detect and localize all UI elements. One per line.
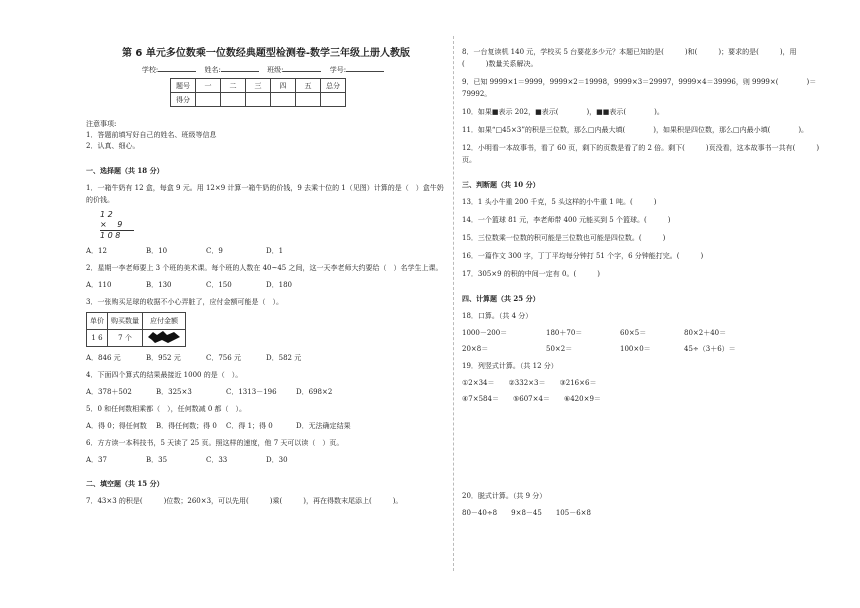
question-10: 10．如果■表示 202，■表示( )，■■表示( )。 [462,108,664,116]
question-18: 18．口算。（共 4 分） [462,312,533,320]
oral-item: 180＋70＝ [546,329,583,337]
option[interactable]: B．130 [146,281,172,289]
q6-options [86,455,446,465]
question-14: 14．一个篮球 81 元，李老师带 400 元能买到 5 个篮球。( ) [462,216,671,224]
q1-options [86,246,446,256]
receipt-header: 应付金额 [143,313,186,330]
question-1: 1．一箱牛奶有 12 盒，每盒 9 元。用 12×9 计算一箱牛奶的价钱，9 去乘十位的 1（见图）计算的是（ ）盒牛奶的价钱。 [86,184,444,204]
oral-item: 45÷（3＋6）＝ [684,345,736,353]
question-11: 11．如果“□45×3”的积是三位数，那么□内最大填( )，如果积是四位数，那么□内最小填( )。 [462,126,809,134]
page-title: 第 6 单元多位数乘一位数经典题型检测卷-数学三年级上册人教版 [121,48,411,59]
school-blank[interactable] [158,71,196,72]
score-cell[interactable] [321,93,346,107]
oral-item: 60×5＝ [620,329,647,337]
option[interactable]: C．9 [206,247,223,255]
vertical-calc-item: ⑤607×4＝ [512,395,550,403]
number-blank[interactable] [346,71,384,72]
score-row-label: 得分 [171,93,196,107]
option[interactable]: A．378＋502 [86,388,132,396]
q5-options [86,421,446,431]
score-header: 题号 [171,79,196,93]
question-13: 13．1 头小牛重 200 千克，5 头这样的小牛重 1 吨。( ) [462,198,657,206]
oral-item: 1000－200＝ [462,329,508,337]
option[interactable]: B．10 [146,247,168,255]
question-6: 6．方方读一本科技书，5 天读了 25 页。照这样的速度，他 7 天可以读（ ）页。 [86,439,344,447]
name-blank[interactable] [221,71,259,72]
score-cell[interactable] [196,93,221,107]
section-heading-fill: 二、填空题（共 15 分） [86,479,164,488]
score-header: 总分 [321,79,346,93]
expression-item: 9×8－45 [511,509,542,517]
score-cell[interactable] [271,93,296,107]
question-7: 7．43×3 的积是( )位数；260×3，可以先用( )乘( )，再在得数末尾添上( )。 [86,497,403,505]
question-20: 20．脱式计算。（共 9 分） [462,492,547,500]
score-table [170,78,346,107]
score-cell[interactable] [296,93,321,107]
option[interactable]: C．1313－196 [226,388,277,396]
option[interactable]: C．756 元 [206,354,241,362]
option[interactable]: B．得任何数；得 0 [156,422,217,430]
q19-row-2 [462,394,822,404]
option[interactable]: D．1 [266,247,284,255]
option[interactable]: A．37 [86,456,107,464]
question-15: 15．三位数乘一位数的积可能是三位数也可能是四位数。( ) [462,234,666,242]
score-header: 二 [221,79,246,93]
q19-row-1 [462,378,822,388]
number-label: 学号: [329,66,347,74]
receipt-header: 购买数量 [108,313,143,330]
work-space[interactable] [462,404,822,484]
receipt-price: 1 6 [87,330,108,347]
score-header: 五 [296,79,321,93]
note-item: 2．认真、细心。 [86,142,140,150]
option[interactable]: B．952 元 [146,354,181,362]
section-heading-judge: 三、判断题（共 10 分） [462,180,540,189]
question-12: 12．小明看一本故事书，看了 60 页，剩下的页数是看了的 2 倍。剩下( )页没看，这本故事书一共有( )页。 [462,144,820,164]
question-8: 8．一台复读机 140 元，学校买 5 台要花多少元？本题已知的是( )和( )；要求的是( )，用( )数量关系解决。 [462,48,797,68]
score-header: 三 [246,79,271,93]
option[interactable]: D．180 [266,281,292,289]
q1-figure [100,210,446,240]
oral-item: 80×2＋40＝ [684,329,727,337]
score-cell[interactable] [246,93,271,107]
option[interactable]: D．无法确定结果 [296,422,351,430]
option[interactable]: C．150 [206,281,232,289]
vertical-calc-item: ⑥420×9＝ [563,395,601,403]
option[interactable]: D．30 [266,456,288,464]
q4-options [86,387,446,397]
question-2: 2．星期一李老师要上 3 个班的美术课。每个班的人数在 40~45 之间，这一天李老师大约要给（ ）名学生上课。 [86,264,443,272]
student-info [86,65,446,75]
option[interactable]: D．698×2 [296,388,333,396]
oral-item: 50×2＝ [546,345,573,353]
question-16: 16．一篇作文 300 字，丁丁平均每分钟打 51 个字，6 分钟能打完。( ) [462,252,704,260]
notes-heading: 注意事项: [86,120,117,128]
q18-row-1 [462,328,822,338]
section-heading-calc: 四、计算题（共 25 分） [462,294,540,303]
question-3: 3．一张购买足球的收据不小心弄脏了，应付金额可能是（ ）。 [86,298,283,306]
q3-options [86,353,446,363]
option[interactable]: A．12 [86,247,107,255]
question-4: 4．下面四个算式的结果最接近 1000 的是（ ）。 [86,371,243,379]
option[interactable]: C．33 [206,456,228,464]
note-item: 1．答题前填写好自己的姓名、班级等信息 [86,131,217,139]
option[interactable]: C．得 1；得 0 [226,422,273,430]
option[interactable]: B．325×3 [156,388,192,396]
ink-stain-icon [143,330,186,347]
question-19: 19．列竖式计算。（共 12 分） [462,362,558,370]
fig-line: × 9 [100,219,134,231]
section-heading-choice: 一、选择题（共 18 分） [86,166,164,175]
score-header: 四 [271,79,296,93]
school-label: 学校: [141,66,159,74]
fig-line: 1 2 [100,210,113,219]
oral-item: 100×0＝ [620,345,651,353]
receipt-header: 单价 [87,313,108,330]
expression-item: 80－40÷8 [462,509,498,517]
column-divider [453,36,454,571]
notes [86,119,446,152]
question-5: 5．0 和任何数相乘都（ ），任何数减 0 都（ ）。 [86,405,247,413]
left-column [86,40,446,507]
receipt-table [86,312,186,347]
question-17: 17．305×9 的积的中间一定有 0。( ) [462,270,600,278]
vertical-calc-item: ④7×584＝ [462,395,499,403]
name-label: 姓名: [204,66,221,74]
class-label: 班级: [267,66,284,74]
option[interactable]: A．846 元 [86,354,121,362]
q2-options [86,280,446,290]
vertical-calc-item: ③216×6＝ [559,379,597,387]
fig-line: 1 0 8 [100,231,121,240]
q18-row-2 [462,344,822,354]
receipt-quantity: 7 个 [108,330,143,347]
expression-item: 105－6×8 [555,509,591,517]
question-9: 9．已知 9999×1＝9999，9999×2＝19998，9999×3＝29997，9999×4＝39996，则 9999×( )＝79992。 [462,78,817,98]
class-blank[interactable] [283,71,321,72]
option[interactable]: A．110 [86,281,112,289]
right-column [462,40,822,518]
option[interactable]: B．35 [146,456,168,464]
vertical-calc-item: ②332×3＝ [508,379,546,387]
option[interactable]: A．得 0；得任何数 [86,422,147,430]
vertical-calc-item: ①2×34＝ [462,379,495,387]
option[interactable]: D．582 元 [266,354,302,362]
oral-item: 20×8＝ [462,345,489,353]
score-cell[interactable] [221,93,246,107]
score-header: 一 [196,79,221,93]
q20-row-1 [462,508,822,518]
